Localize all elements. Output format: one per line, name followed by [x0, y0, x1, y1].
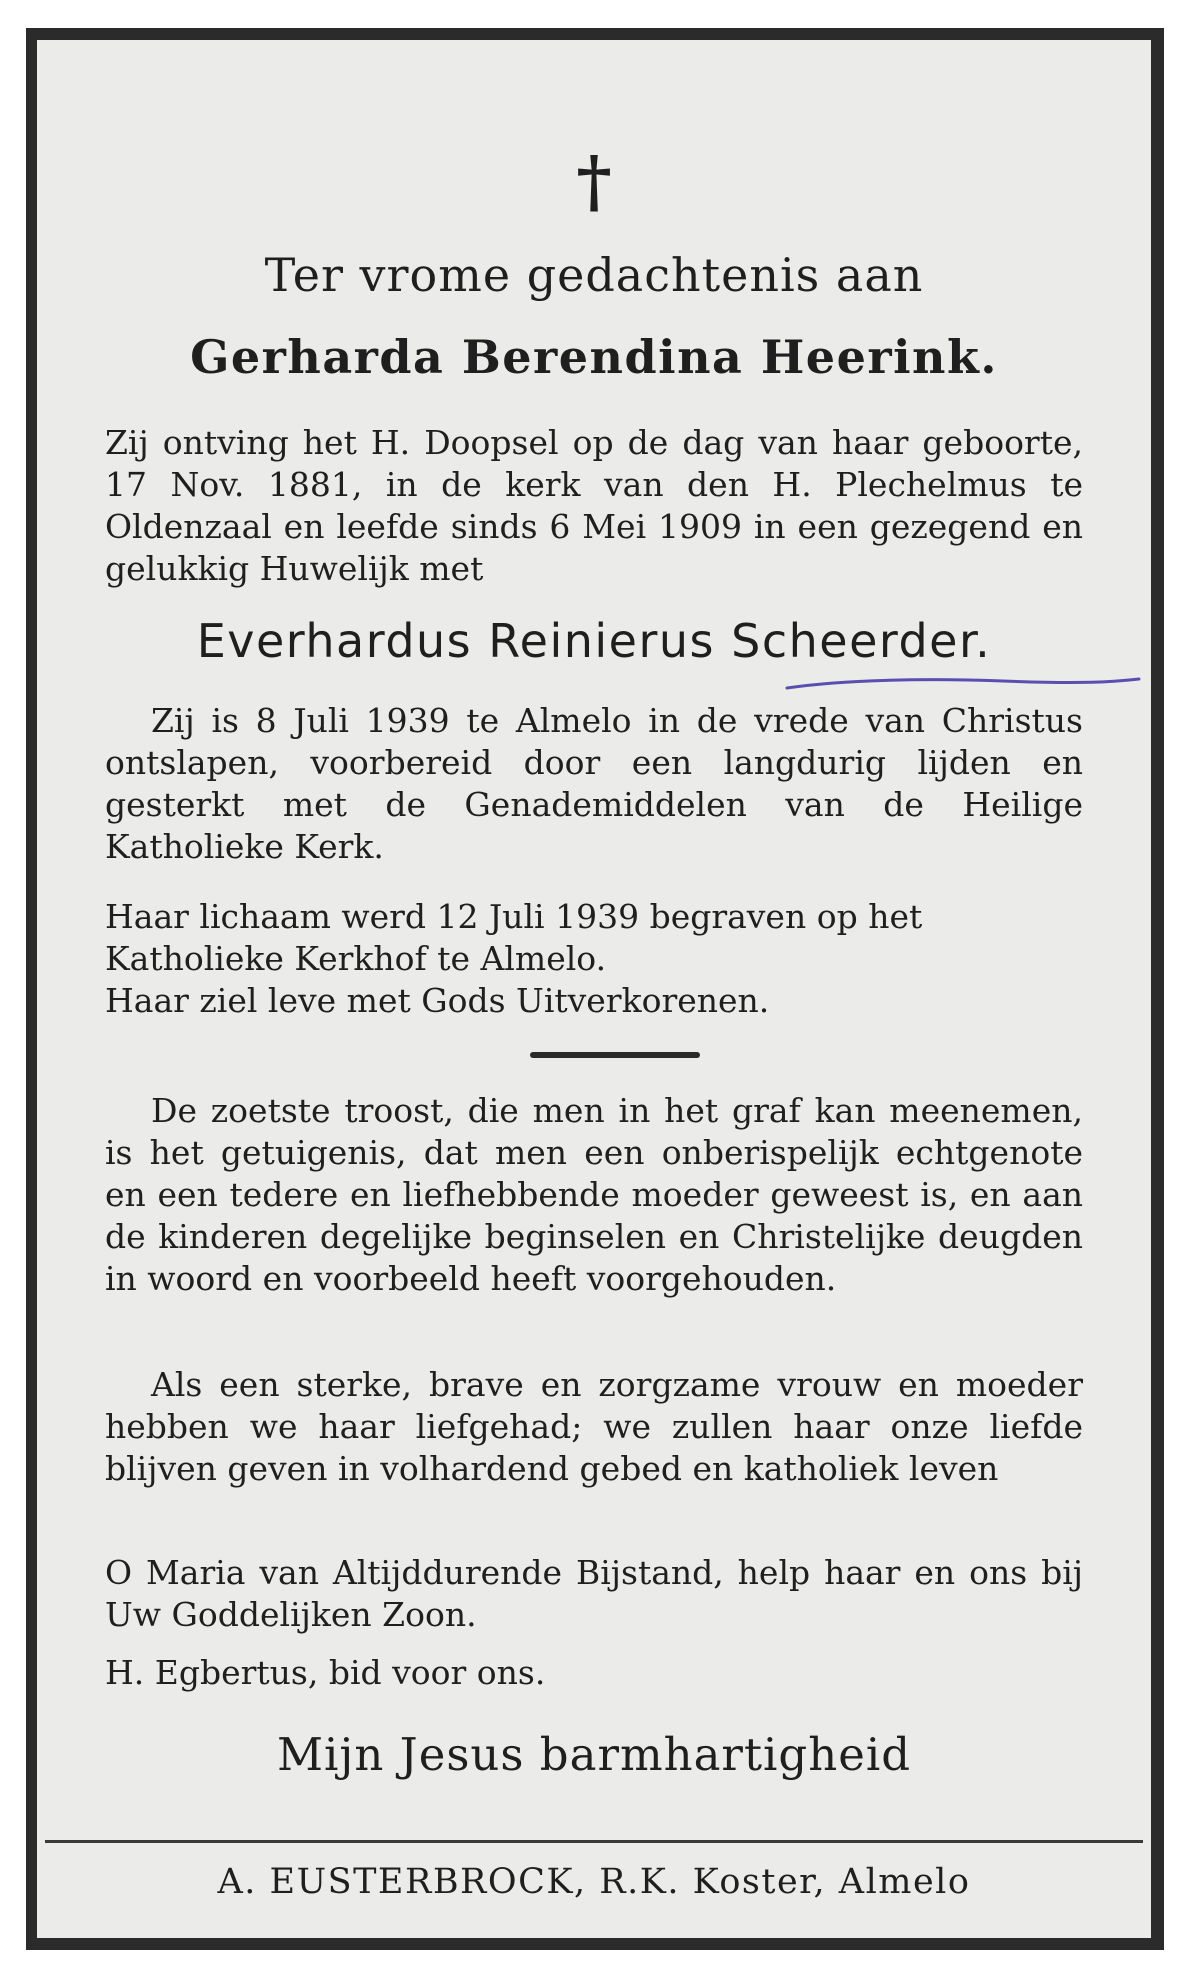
consolation-paragraph: De zoetste troost, die men in het graf kan meenemen, is het getuigenis, dat men een onberispelijk echtgenote en een tedere en liefhebbende moeder geweest is, en aan de kinderen degelijke beginselen en Christelijke deugden in woord en voorbeeld heeft voorgehouden.	[105, 1091, 1083, 1298]
burial-paragraph	[105, 896, 1083, 1022]
memorial-card	[26, 28, 1164, 1950]
prayer-maria: O Maria van Altijddurende Bijstand, help haar en ons bij Uw Goddelijken Zoon.	[105, 1553, 1083, 1634]
closing-invocation: Mijn Jesus barmhartigheid	[276, 1728, 912, 1781]
footer-rule	[45, 1840, 1143, 1843]
burial-line: Haar ziel leve met Gods Uitverkorenen.	[105, 981, 770, 1020]
card-content	[75, 40, 1113, 1938]
burial-line: Katholieke Kerkhof te Almelo.	[105, 939, 607, 978]
section-divider	[530, 1052, 700, 1058]
love-paragraph: Als een sterke, brave en zorgzame vrouw en moeder hebben we haar liefgehad; we zullen haar onze liefde blijven geven in volhardend gebed en katholiek leven	[105, 1365, 1083, 1488]
death-paragraph: Zij is 8 Juli 1939 te Almelo in de vrede van Christus ontslapen, voorbereid door een langdurig lijden en gesterkt met de Genademiddelen van de Heilige Katholieke Kerk.	[105, 701, 1083, 866]
printer-credit: A. EUSTERBROCK, R.K. Koster, Almelo	[217, 1862, 971, 1902]
memorial-title: Ter vrome gedachtenis aan	[264, 248, 924, 302]
deceased-name: Gerharda Berendina Heerink.	[190, 330, 998, 384]
burial-line: Haar lichaam werd 12 Juli 1939 begraven op het	[105, 897, 923, 936]
prayer-egbertus: H. Egbertus, bid voor ons.	[105, 1653, 546, 1692]
cross-icon: †	[576, 142, 612, 222]
spouse-name: Everhardus Reinierus Scheerder.	[196, 614, 992, 668]
baptism-paragraph: Zij ontving het H. Doopsel op de dag van haar geboorte, 17 Nov. 1881, in de kerk van den H. Plechelmus te Oldenzaal en leefde sinds 6 Mei 1909 in een gezegend en gelukkig Huwelijk met	[105, 423, 1083, 588]
pen-underline-mark	[783, 672, 1143, 696]
